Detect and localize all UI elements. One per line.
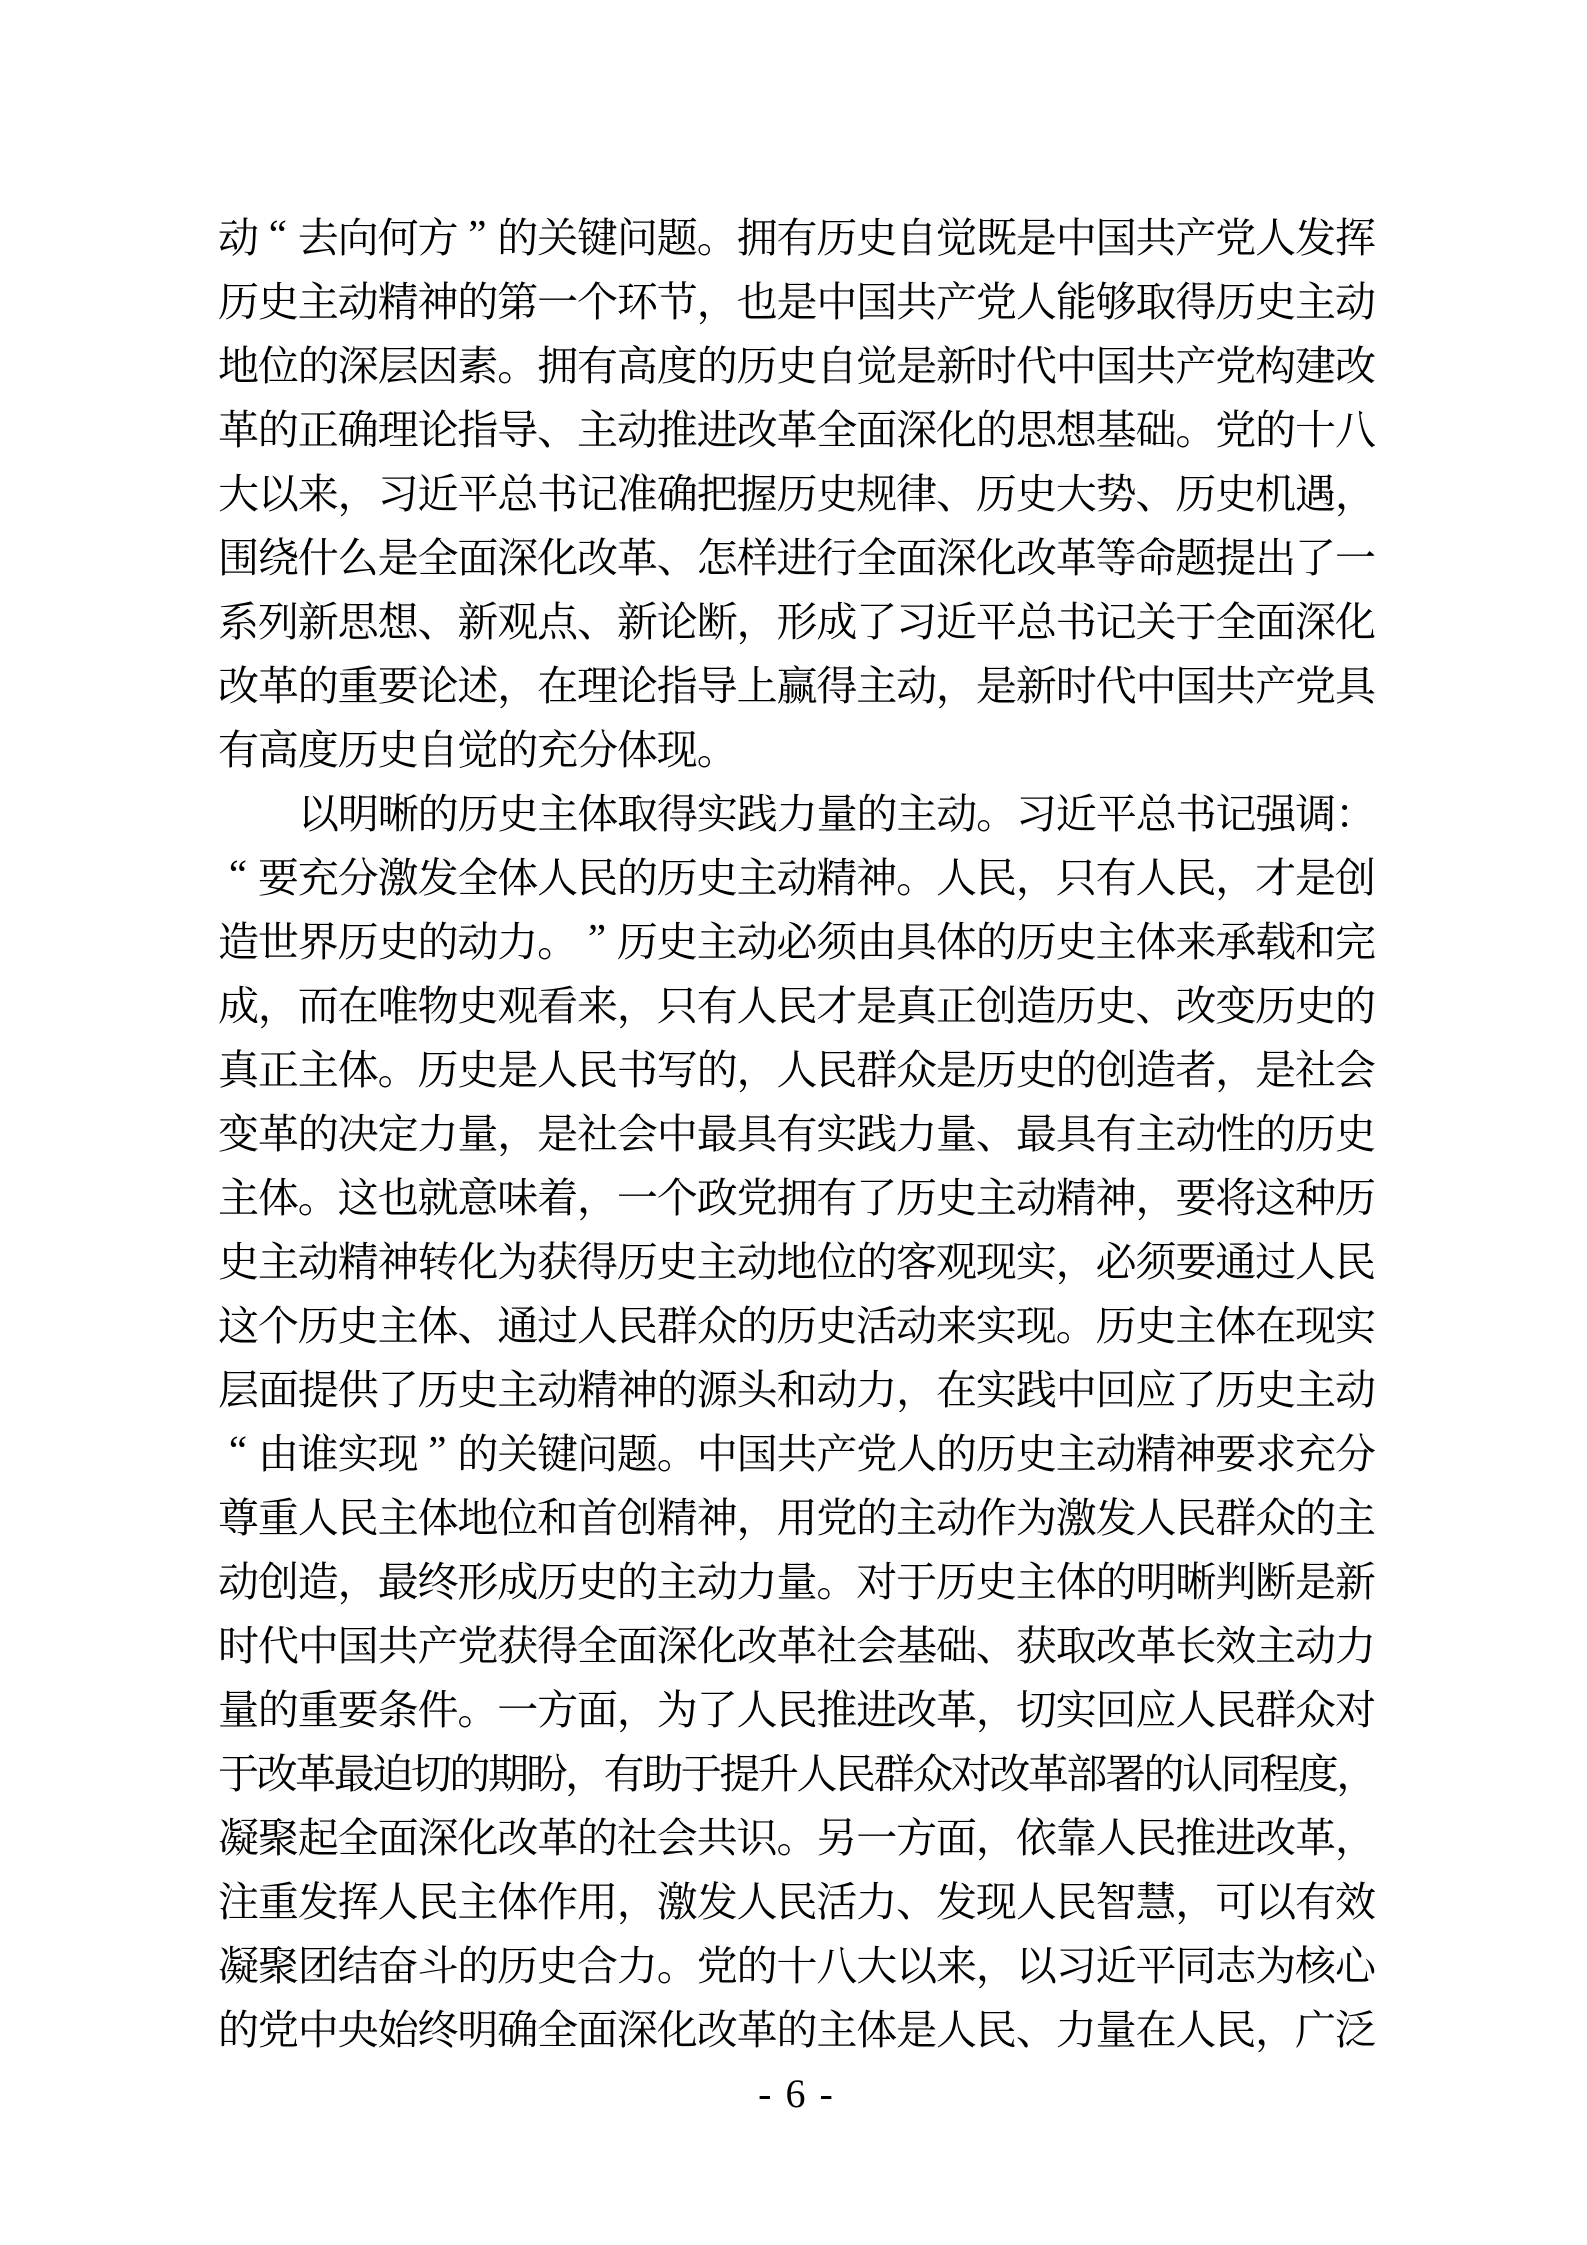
text-block — [218, 202, 1378, 2058]
text-line: 地 位 的 深 层 因 素 。 拥 有 高 度 的 历 史 自 觉 是 新 时 代 中 国 共 产 党 构 建 改 — [218, 342, 1376, 389]
text-line: 有 高 度 历 史 自 觉 的 充 分 体 现 。 — [218, 726, 738, 773]
text-line: 系 列 新 思 想 、 新 观 点 、 新 论 断 ， 形 成 了 习 近 平 总 书 记 关 于 全 面 深 化 — [218, 598, 1376, 645]
text-line: 注 重 发 挥 人 民 主 体 作 用 ， 激 发 人 民 活 力 、 发 现 人 民 智 慧 ， 可 以 有 效 — [218, 1878, 1376, 1925]
text-line: 量 的 重 要 条 件 。 一 方 面 ， 为 了 人 民 推 进 改 革 ， 切 实 回 应 人 民 群 众 对 — [218, 1686, 1376, 1733]
text-line: 成 ， 而 在 唯 物 史 观 看 来 ， 只 有 人 民 才 是 真 正 创 造 历 史 、 改 变 历 史 的 — [218, 982, 1376, 1029]
text-line: 时 代 中 国 共 产 党 获 得 全 面 深 化 改 革 社 会 基 础 、 获 取 改 革 长 效 主 动 力 — [218, 1622, 1376, 1669]
text-line: 以 明 晰 的 历 史 主 体 取 得 实 践 力 量 的 主 动 。 习 近 平 总 书 记 强 调 ： — [298, 790, 1377, 837]
text-line: 真 正 主 体 。 历 史 是 人 民 书 写 的 ， 人 民 群 众 是 历 史 的 创 造 者 ， 是 社 会 — [218, 1046, 1376, 1093]
text-line: 凝 聚 起 全 面 深 化 改 革 的 社 会 共 识 。 另 一 方 面 ， 依 靠 人 民 推 进 改 革 ， — [218, 1814, 1376, 1861]
text-line: 层 面 提 供 了 历 史 主 动 精 神 的 源 头 和 动 力 ， 在 实 践 中 回 应 了 历 史 主 动 — [218, 1366, 1376, 1413]
text-line: 史 主 动 精 神 转 化 为 获 得 历 史 主 动 地 位 的 客 观 现 实 ， 必 须 要 通 过 人 民 — [218, 1238, 1376, 1285]
text-line: 凝 聚 团 结 奋 斗 的 历 史 合 力 。 党 的 十 八 大 以 来 ， 以 习 近 平 同 志 为 核 心 — [218, 1942, 1376, 1989]
text-line: 动 创 造 ， 最 终 形 成 历 史 的 主 动 力 量 。 对 于 历 史 主 体 的 明 晰 判 断 是 新 — [218, 1558, 1376, 1605]
text-line: “ 要 充 分 激 发 全 体 人 民 的 历 史 主 动 精 神 。 人 民 ， 只 有 人 民 ， 才 是 创 — [228, 851, 1376, 901]
text-line: 这 个 历 史 主 体 、 通 过 人 民 群 众 的 历 史 活 动 来 实 现 。 历 史 主 体 在 现 实 — [218, 1302, 1376, 1349]
page-number: - 6 - — [758, 2071, 835, 2116]
text-line: 的 党 中 央 始 终 明 确 全 面 深 化 改 革 的 主 体 是 人 民 、 力 量 在 人 民 ， 广 泛 — [218, 2006, 1376, 2053]
text-line: 改 革 的 重 要 论 述 ， 在 理 论 指 导 上 赢 得 主 动 ， 是 新 时 代 中 国 共 产 党 具 — [218, 662, 1376, 709]
text-line: 于 改 革 最 迫 切 的 期 盼 ， 有 助 于 提 升 人 民 群 众 对 改 革 部 署 的 认 同 程 度 ， — [218, 1750, 1378, 1797]
text-line: 革 的 正 确 理 论 指 导 、 主 动 推 进 改 革 全 面 深 化 的 思 想 基 础 。 党 的 十 八 — [218, 406, 1376, 453]
text-line: 动 “ 去 向 何 方 ” 的 关 键 问 题 。 拥 有 历 史 自 觉 既 是 中 国 共 产 党 人 发 挥 — [218, 211, 1376, 261]
text-line: 大 以 来 ， 习 近 平 总 书 记 准 确 把 握 历 史 规 律 、 历 史 大 势 、 历 史 机 遇 ， — [218, 470, 1376, 517]
text-line: 变 革 的 决 定 力 量 ， 是 社 会 中 最 具 有 实 践 力 量 、 最 具 有 主 动 性 的 历 史 — [218, 1110, 1376, 1157]
text-line: 围 绕 什 么 是 全 面 深 化 改 革 、 怎 样 进 行 全 面 深 化 改 革 等 命 题 提 出 了 一 — [218, 534, 1376, 581]
text-line: 造 世 界 历 史 的 动 力 。 ” 历 史 主 动 必 须 由 具 体 的 历 史 主 体 来 承 载 和 完 — [218, 915, 1376, 965]
text-line: “ 由 谁 实 现 ” 的 关 键 问 题 。 中 国 共 产 党 人 的 历 史 主 动 精 神 要 求 充 分 — [228, 1427, 1376, 1477]
text-line: 尊 重 人 民 主 体 地 位 和 首 创 精 神 ， 用 党 的 主 动 作 为 激 发 人 民 群 众 的 主 — [218, 1494, 1376, 1541]
text-line: 历 史 主 动 精 神 的 第 一 个 环 节 ， 也 是 中 国 共 产 党 人 能 够 取 得 历 史 主 动 — [218, 278, 1376, 325]
text-line: 主 体 。 这 也 就 意 味 着 ， 一 个 政 党 拥 有 了 历 史 主 动 精 神 ， 要 将 这 种 历 — [218, 1174, 1376, 1221]
